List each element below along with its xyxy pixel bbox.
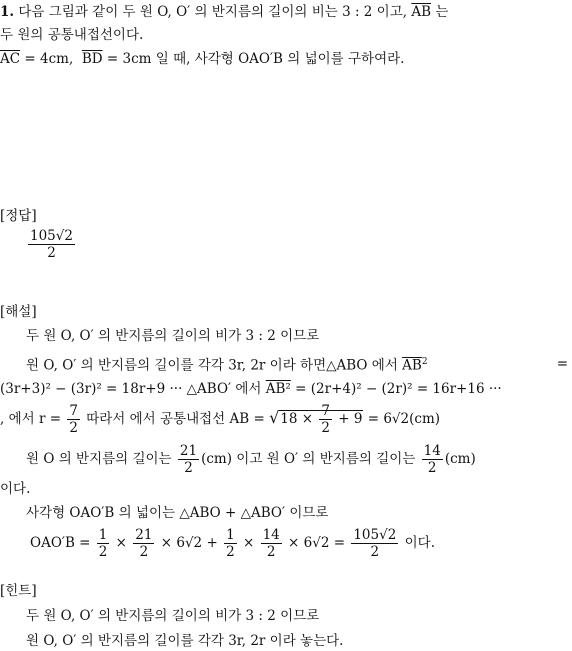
problem-line-3 (0, 53, 404, 67)
radical-sign: √ (269, 408, 280, 428)
answer-value (26, 229, 77, 260)
explanation-text-2a: 원 O, O′ 의 반지름의 길이를 각각 3r, 2r 이라 하면△ABO 에서 (26, 357, 398, 374)
times-sign: × (115, 535, 127, 552)
explanation-text-3a: (3r+3)² − (3r)² = 18r+9 ··· △ABO′ 에서 (0, 381, 262, 397)
explanation-line-6: 이다. (0, 481, 31, 497)
answer-numerator: 105√2 (30, 228, 73, 244)
explanation-line-7: 사각형 OAO′B 의 넓이는 △ABO + △ABO′ 이므로 (26, 505, 329, 521)
ac-value: = 4cm, (24, 51, 74, 67)
explanation-label: [해설] (0, 304, 37, 320)
times-sign-2: × (242, 535, 255, 552)
explanation-line-3 (0, 383, 502, 397)
answer-label: [정답] (0, 208, 37, 224)
r-fraction: $\frac{7}{2}$ (69, 403, 78, 437)
result-fraction: $\frac{105√2}{2}$ (353, 527, 397, 561)
term-text-4: × 6√2 = (288, 535, 346, 552)
explanation-text-3b: = (2r+4)² − (2r)² = 16r+16 ··· (295, 381, 502, 397)
fraction-14-2: $\frac{14}{2}$ (262, 527, 280, 561)
explanation-line-2 (26, 358, 572, 373)
term-text-5: 이다. (404, 535, 435, 552)
explanation-text-8a: OAO′B = (30, 535, 91, 552)
problem-line-2: 두 원의 공통내접선이다. (0, 27, 144, 43)
bd-value: = 3cm 일 때, 사각형 OAO′B 의 넓이를 구하여라. (106, 51, 405, 67)
hint-line-1: 두 원 O, O′ 의 반지름의 길이의 비가 3 : 2 이므로 (26, 608, 320, 624)
explanation-line-1: 두 원 O, O′ 의 반지름의 길이의 비가 3 : 2 이므로 (26, 328, 320, 344)
explanation-text-5a: 원 O 의 반지름의 길이는 (26, 451, 172, 468)
explanation-text-4a: , 에서 r = (0, 411, 62, 428)
segment-ab: $\overline{AB}$ (411, 4, 432, 20)
radius-o-fraction: $\frac{21}{2}$ (179, 443, 198, 477)
explanation-line-8 (30, 528, 435, 559)
sqrt-body: 18 × $\frac{7}{2}$ + 9 (280, 403, 363, 437)
problem-number: 1. (0, 4, 15, 20)
answer-fraction (28, 229, 75, 260)
explanation-text-5b: (cm) 이고 원 O′ 의 반지름의 길이는 (201, 451, 416, 468)
radius-o-prime-fraction: $\frac{14}{2}$ (423, 443, 441, 477)
segment-ab2: AB² (265, 381, 291, 397)
exponent: 2 (421, 357, 428, 367)
problem-text-1b: 는 (435, 4, 449, 20)
explanation-line-5 (26, 444, 476, 475)
explanation-text-5c: (cm) (444, 451, 476, 468)
term-text-2: × 6√2 + (160, 535, 218, 552)
problem-text-1a: 다음 그림과 같이 두 원 O, O′ 의 반지름의 길이의 비는 3 : 2 이고, (18, 4, 408, 20)
equals-sign: = (556, 356, 568, 372)
hint-label: [힌트] (0, 583, 37, 599)
half-fraction-2: $\frac{1}{2}$ (226, 527, 235, 561)
explanation-line-4 (0, 404, 440, 435)
half-fraction-1: $\frac{1}{2}$ (98, 527, 108, 561)
problem-line-1 (0, 6, 448, 20)
segment-bd: $\overline{BD}$ (81, 51, 103, 67)
fraction-21-2: $\frac{21}{2}$ (135, 527, 153, 561)
explanation-text-4b: 따라서 에서 공통내접선 AB = (86, 411, 265, 428)
hint-line-2: 원 O, O′ 의 반지름의 길이를 각각 3r, 2r 이라 놓는다. (26, 633, 344, 649)
explanation-text-4c: = 6√2(cm) (367, 411, 441, 428)
segment-ab-squared: $\overline{AB}$ (402, 357, 422, 374)
answer-denominator: 2 (47, 245, 56, 262)
segment-ac: $\overline{AC}$ (0, 51, 21, 67)
